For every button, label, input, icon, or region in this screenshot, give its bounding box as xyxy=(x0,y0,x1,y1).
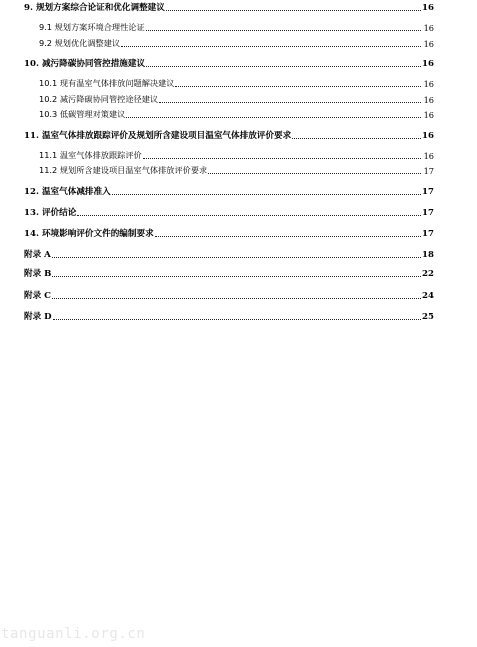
toc-entry-appendix-a[interactable] xyxy=(24,249,434,260)
toc-leader-dots xyxy=(208,164,421,174)
toc-leader-dots xyxy=(52,289,421,299)
toc-leader-dots xyxy=(146,21,421,31)
toc-entry-title: 11. 温室气体排放跟踪评价及规划所含建设项目温室气体排放评价要求 xyxy=(24,131,292,141)
toc-entry-9-2[interactable] xyxy=(24,38,434,49)
toc-entry-title: 10.2 减污降碳协同管控途径建议 xyxy=(39,94,159,104)
toc-leader-dots xyxy=(159,93,421,103)
toc-entry-page: 16 xyxy=(423,39,434,49)
toc-entry-9[interactable] xyxy=(24,2,434,13)
toc-entry-appendix-c[interactable] xyxy=(24,290,434,301)
toc-entry-12[interactable] xyxy=(24,186,434,197)
toc-entry-title: 10. 减污降碳协同管控措施建议 xyxy=(24,59,146,69)
toc-leader-dots xyxy=(292,129,421,139)
toc-leader-dots xyxy=(155,227,421,237)
watermark-text: tanguanli.org.cn xyxy=(1,626,146,642)
toc-leader-dots xyxy=(52,248,421,258)
toc-entry-page: 16 xyxy=(423,151,434,161)
toc-entry-10[interactable] xyxy=(24,58,434,69)
toc-entry-14[interactable] xyxy=(24,228,434,239)
toc-leader-dots xyxy=(166,1,421,11)
toc-entry-title: 附录 C xyxy=(24,291,52,301)
toc-entry-page: 17 xyxy=(422,187,434,197)
toc-entry-page: 16 xyxy=(423,79,434,89)
toc-entry-appendix-d[interactable] xyxy=(24,311,434,322)
toc-entry-page: 25 xyxy=(422,312,434,322)
toc-entry-title: 11.2 规划所含建设项目温室气体排放评价要求 xyxy=(39,165,208,175)
toc-entry-11[interactable] xyxy=(24,130,434,141)
toc-leader-dots xyxy=(126,108,421,118)
toc-leader-dots xyxy=(121,37,421,47)
toc-entry-10-2[interactable] xyxy=(24,94,434,105)
toc-entry-11-1[interactable] xyxy=(24,150,434,161)
toc-entry-title: 附录 A xyxy=(24,250,51,260)
toc-entry-page: 16 xyxy=(422,59,434,69)
toc-leader-dots xyxy=(52,267,421,277)
toc-entry-title: 11.1 温室气体排放跟踪评价 xyxy=(39,150,142,160)
toc-leader-dots xyxy=(112,185,421,195)
toc-entry-page: 16 xyxy=(422,3,434,13)
toc-entry-13[interactable] xyxy=(24,207,434,218)
toc-leader-dots xyxy=(53,310,421,320)
toc-entry-title: 附录 D xyxy=(24,312,52,322)
toc-leader-dots xyxy=(77,206,421,216)
toc-entry-title: 14. 环境影响评价文件的编制要求 xyxy=(24,229,154,239)
toc-entry-appendix-b[interactable] xyxy=(24,268,434,279)
toc-entry-9-1[interactable] xyxy=(24,22,434,33)
toc-entry-title: 9.2 规划优化调整建议 xyxy=(39,38,121,48)
toc-leader-dots xyxy=(143,149,421,159)
toc-entry-page: 22 xyxy=(422,269,434,279)
toc-entry-page: 16 xyxy=(423,110,434,120)
toc-entry-10-3[interactable] xyxy=(24,109,434,120)
toc-entry-title: 10.3 低碳管理对策建议 xyxy=(39,109,126,119)
toc-entry-page: 18 xyxy=(422,250,434,260)
toc-entry-title: 10.1 现有温室气体排放问题解决建议 xyxy=(39,78,175,88)
toc-entry-10-1[interactable] xyxy=(24,78,434,89)
toc-entry-page: 17 xyxy=(422,208,434,218)
toc-entry-page: 24 xyxy=(422,291,434,301)
toc-leader-dots xyxy=(175,77,421,87)
toc-entry-11-2[interactable] xyxy=(24,165,434,176)
toc-entry-page: 16 xyxy=(423,95,434,105)
toc-entry-title: 附录 B xyxy=(24,269,52,279)
toc-entry-title: 9. 规划方案综合论证和优化调整建议 xyxy=(24,3,165,13)
toc-leader-dots xyxy=(146,57,421,67)
toc-entry-page: 17 xyxy=(423,166,434,176)
toc-entry-title: 9.1 规划方案环境合理性论证 xyxy=(39,22,145,32)
toc-entry-page: 17 xyxy=(422,229,434,239)
toc-entry-title: 13. 评价结论 xyxy=(24,208,77,218)
toc-entry-page: 16 xyxy=(423,23,434,33)
toc-entry-title: 12. 温室气体减排准入 xyxy=(24,187,111,197)
toc-entry-page: 16 xyxy=(422,131,434,141)
